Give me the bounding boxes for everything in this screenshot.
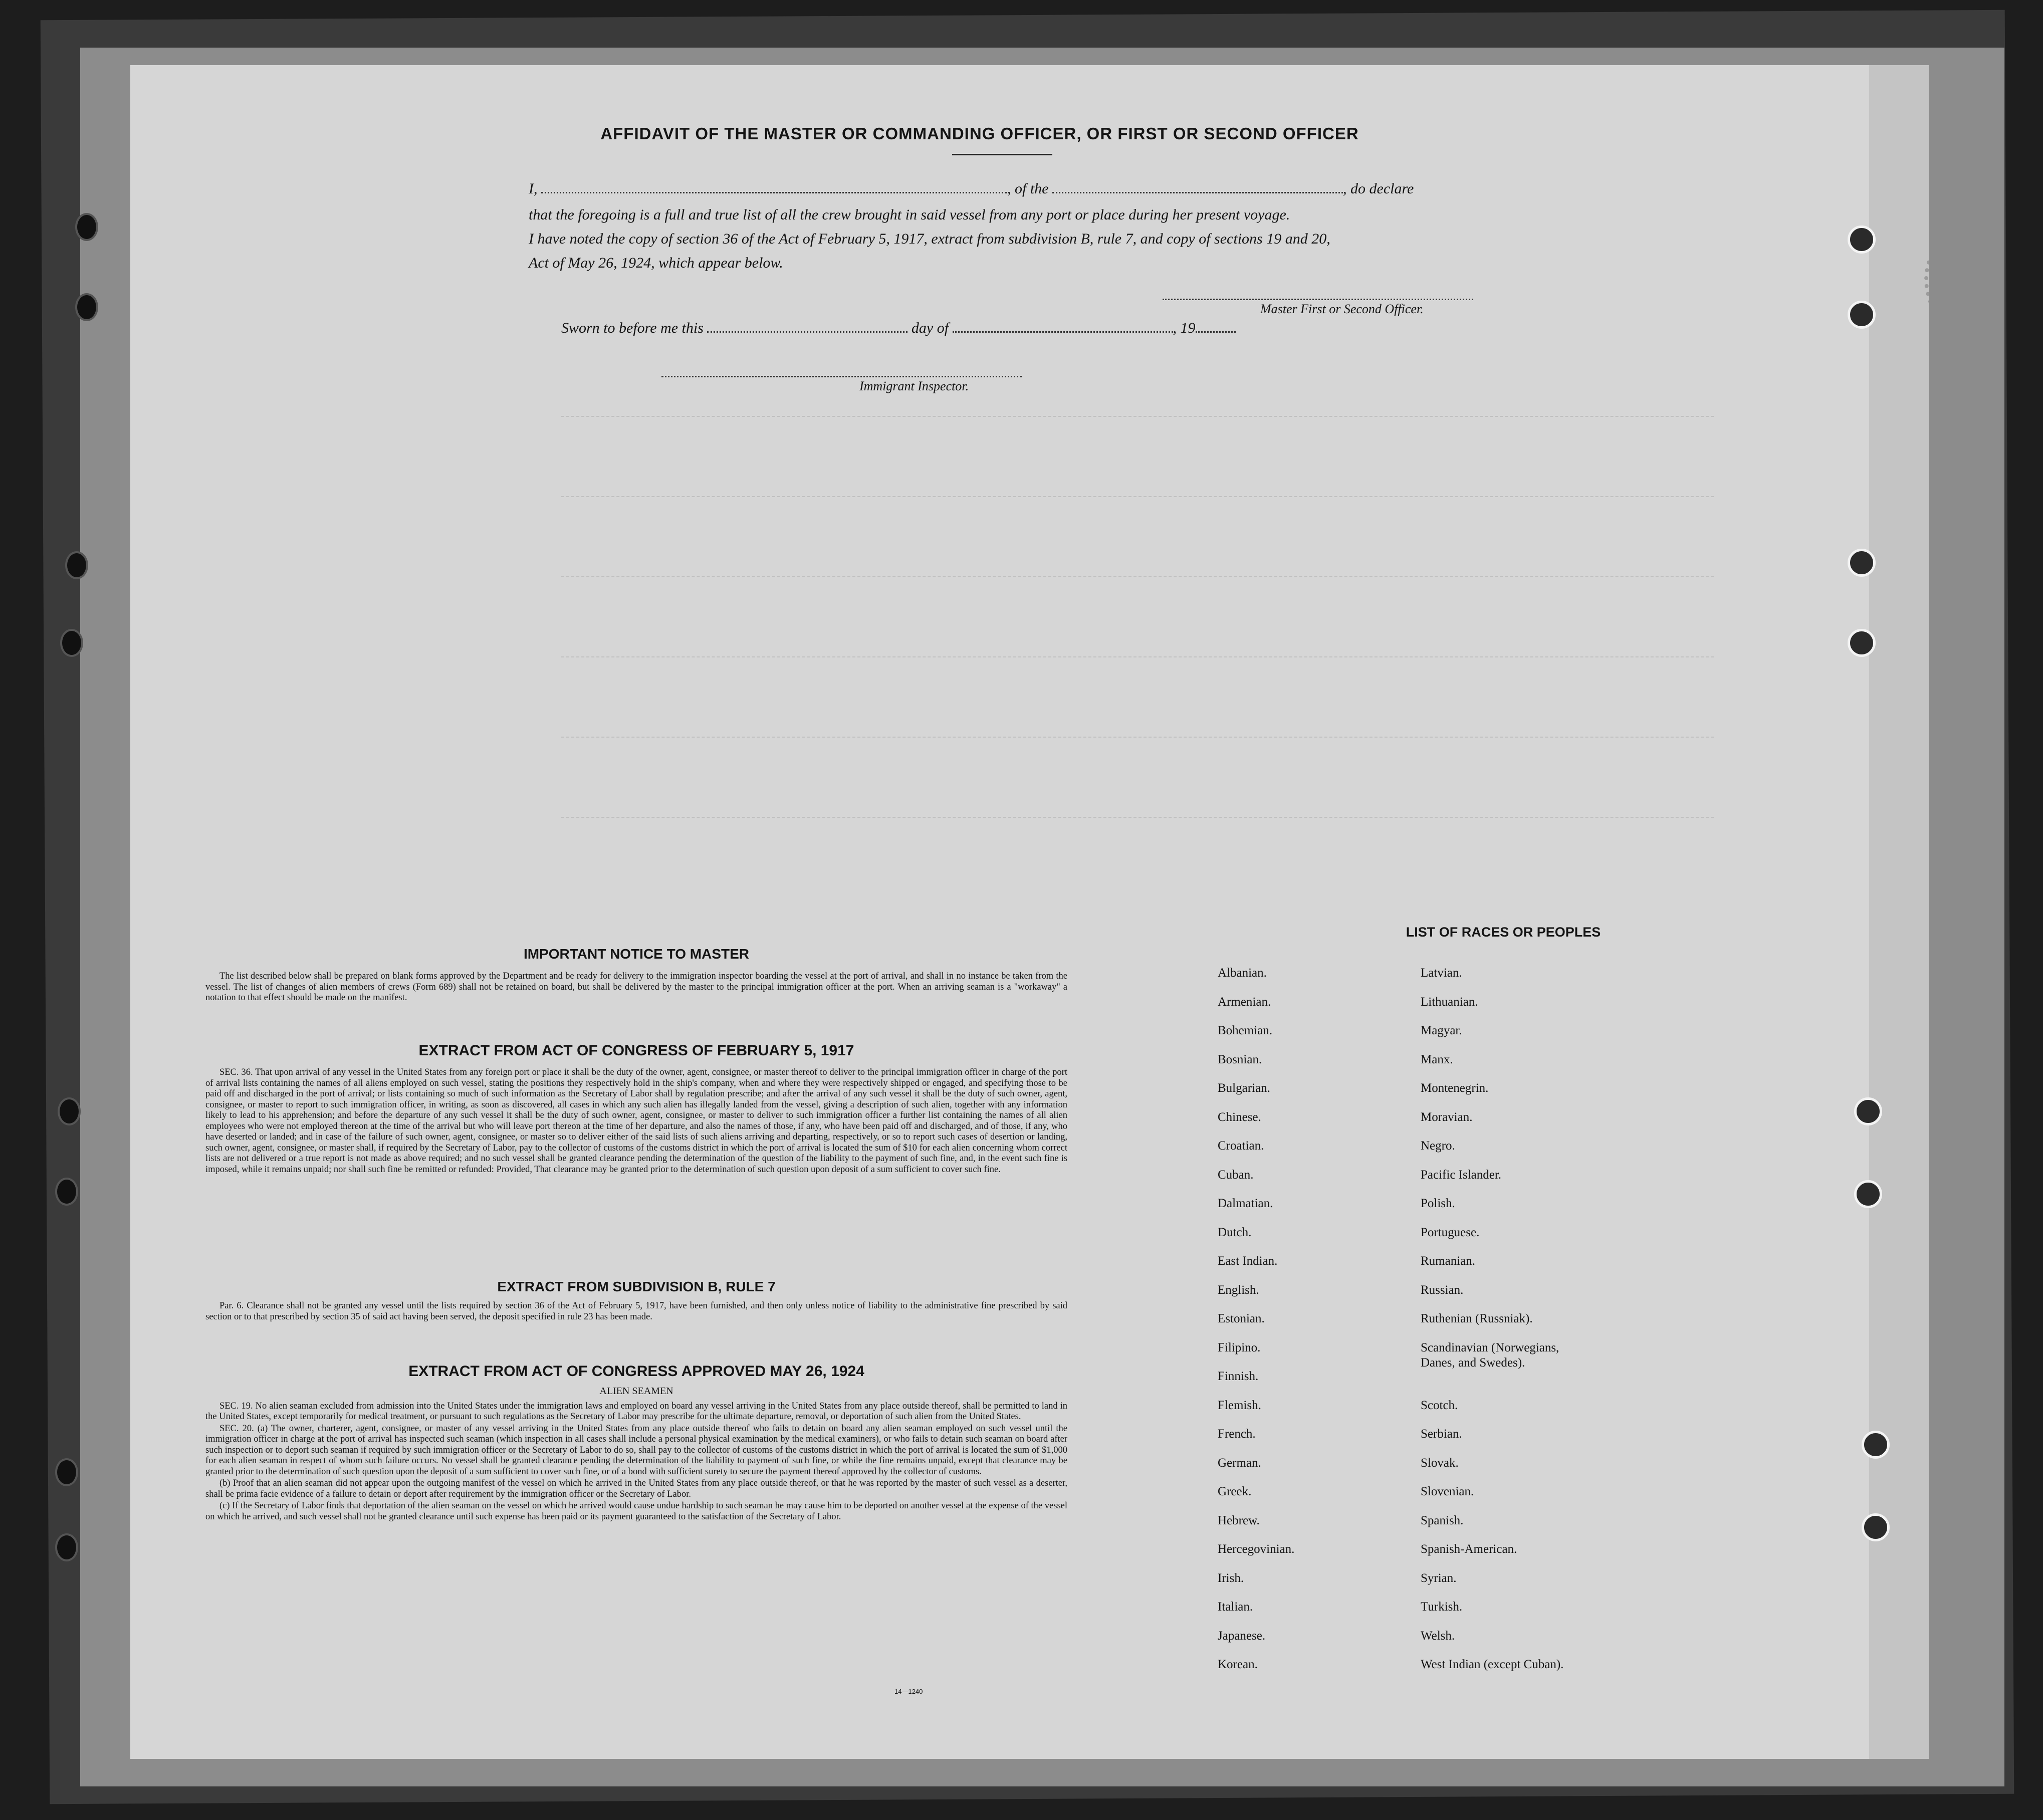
race-item: Croatian.	[1218, 1139, 1264, 1153]
extract-1917-text	[205, 1067, 1067, 1176]
declaration-line	[529, 180, 1414, 197]
race-item: Slovenian.	[1421, 1485, 1474, 1498]
race-item: Turkish.	[1421, 1600, 1463, 1614]
extract-1924-text	[205, 1386, 1067, 1523]
rule-7-paragraph: Par. 6. Clearance shall not be granted any vessel until the lists required by section 36 of the Act of February 5, 1917, have been furnished, and then only unless notice of liability to the administrative fine prescribed by said section or to that prescribed by section 35 of said act having been served, the deposit specified in rule 23 has been made.	[205, 1301, 1067, 1322]
race-item: Irish.	[1218, 1571, 1244, 1585]
binding-hole	[75, 293, 98, 321]
race-item: Rumanian.	[1421, 1254, 1476, 1268]
punch-hole	[1848, 549, 1876, 577]
extract-1924-heading: EXTRACT FROM ACT OF CONGRESS APPROVED MAY 26, 1924	[408, 1363, 864, 1380]
race-item: Negro.	[1421, 1139, 1455, 1153]
punch-hole	[1862, 1513, 1890, 1541]
race-item: Bulgarian.	[1218, 1081, 1270, 1095]
race-item: Moravian.	[1421, 1110, 1473, 1124]
race-item: Bohemian.	[1218, 1024, 1273, 1037]
binding-hole	[58, 1097, 81, 1125]
punch-hole	[1862, 1431, 1890, 1459]
vessel-name-blank[interactable]	[1052, 181, 1343, 193]
race-item: Lithuanian.	[1421, 995, 1478, 1009]
year-prefix: , 19	[1173, 320, 1196, 336]
race-item: Chinese.	[1218, 1110, 1261, 1124]
races-list-right	[1421, 966, 1701, 1686]
binding-hole	[75, 213, 98, 241]
page-edge-strip	[1869, 65, 1929, 1759]
binding-hole	[55, 1178, 78, 1206]
race-item: Dutch.	[1218, 1225, 1252, 1239]
sworn-day-blank[interactable]	[707, 320, 907, 333]
declarant-name-blank[interactable]	[541, 181, 1007, 193]
race-item: Estonian.	[1218, 1312, 1265, 1325]
race-item: Spanish.	[1421, 1513, 1464, 1527]
section-19-paragraph: SEC. 19. No alien seaman excluded from admission into the United States under the immigration laws and employed on board any vessel arriving in the United States from any place outside thereof, shall be permitted to land in the United States, except temporarily for medical treatment, or pursuant to such regulations as the Secretary of Labor may prescribe for the ultimate departure, removal, or deportation of such alien from the United States.	[205, 1401, 1067, 1422]
race-item: Montenegrin.	[1421, 1081, 1489, 1095]
race-item: Italian.	[1218, 1600, 1253, 1614]
race-item: French.	[1218, 1427, 1256, 1441]
rule-7-heading: EXTRACT FROM SUBDIVISION B, RULE 7	[497, 1279, 776, 1294]
affidavit-title: AFFIDAVIT OF THE MASTER OR COMMANDING OFFICER, OR FIRST OR SECOND OFFICER	[600, 124, 1359, 143]
race-item: Russian.	[1421, 1283, 1464, 1297]
race-item: Bosnian.	[1218, 1052, 1262, 1066]
race-item: Filipino.	[1218, 1340, 1261, 1354]
race-item: Syrian.	[1421, 1571, 1457, 1585]
race-item: Polish.	[1421, 1197, 1455, 1210]
alien-seamen-subheading: ALIEN SEAMEN	[599, 1386, 673, 1397]
inspector-label: Immigrant Inspector.	[859, 379, 969, 393]
day-of-label: day of	[911, 320, 949, 336]
notice-heading: IMPORTANT NOTICE TO MASTER	[523, 946, 750, 962]
race-item: Finnish.	[1218, 1370, 1259, 1383]
title-underline	[952, 154, 1052, 155]
race-item: Magyar.	[1421, 1024, 1462, 1037]
punch-hole	[1848, 301, 1876, 329]
statement-line-1: that the foregoing is a full and true list of all the crew brought in said vessel from any port or place during her present voyage.	[529, 206, 1290, 223]
race-item: Ruthenian (Russniak).	[1421, 1312, 1533, 1325]
race-item: Greek.	[1218, 1485, 1252, 1498]
race-item: Flemish.	[1218, 1398, 1261, 1412]
race-item: West Indian (except Cuban).	[1421, 1658, 1564, 1671]
section-36-paragraph: SEC. 36. That upon arrival of any vessel in the United States from any foreign port or place it shall be the duty of the owner, agent, consignee, or master thereof to deliver to the principal immigration officer in charge of the port of arrival lists containing the names of all aliens employed on such vessel, stating the positions they respectively hold in the ship's company, when and where they were respectively shipped or engaged, and specifying those to be paid off and discharged in the port of arrival; or lists containing so much of such information as the Secretary of Labor shall by regulation prescribe; and after the arrival of any such vessel it shall be the duty of such owner, agent, consignee, or master to report to such immigration officer, in writing, as soon as discovered, all cases in which any such alien has illegally landed from the vessel, giving a description of such alien, together with any information likely to lead to his apprehension; and before the departure of any such vessel it shall be the duty of such owner, agent, consignee, or master to deliver to such immigration officer a further list containing the names of all alien employees who were not employed thereon at the time of the arrival but who will leave port thereon at the time of her departure, and also the names of those, if any, who have been paid off and discharged, and of those, if any, who have deserted or landed; and in case of the failure of such owner, agent, consignee, or master so to deliver either of the said lists of such aliens arriving and departing, respectively, or so to report such cases of desertion or landing, such owner, agent, consignee, or master shall, if required by the Secretary of Labor, pay to the collector of customs of the customs district in which the port of arrival is located the sum of $10 for each alien concerning whom correct lists are not delivered or a true report is not made as above required; and no such vessel shall be granted clearance pending the determination of the question of the liability to the payment of such fine, and, in the event such fine is imposed, while it remains unpaid; nor shall such fine be remitted or refunded: Provided, That clearance may be granted prior to the determination of such question upon deposit of a sum sufficient to cover such fine.	[205, 1067, 1067, 1175]
races-list-left	[1218, 966, 1408, 1686]
race-item: Hercegovinian.	[1218, 1542, 1295, 1556]
race-item: Slovak.	[1421, 1456, 1459, 1470]
binding-hole	[55, 1458, 78, 1486]
race-item: Manx.	[1421, 1052, 1453, 1066]
section-20a-paragraph: SEC. 20. (a) The owner, charterer, agent, consignee, or master of any vessel arriving in the United States from any place outside thereof who fails to detain on board any alien seaman employed on such vessel until the immigration officer in charge at the port of arrival has inspected such seaman (which inspection in all cases shall include a personal physical examination by the medical examiners), or who fails to detain such seaman on board after such inspection or to deport such seaman if required by such immigration officer or the Secretary of Labor to do so, shall pay to the collector of customs of the customs district in which the port of arrival is located the sum of $1,000 for each alien seaman in respect of whom such failure occurs. No vessel shall be granted clearance pending the determination of the liability to payment of such fine, or while the fine remains unpaid, except that clearance may be granted prior to the determination of such question upon the deposit of a sum sufficient to cover such fine, or of a bond with sufficient surety to secure the payment thereof approved by the collector of customs.	[205, 1423, 1067, 1477]
race-item: German.	[1218, 1456, 1261, 1470]
sworn-month-blank[interactable]	[953, 320, 1173, 333]
section-20c-paragraph: (c) If the Secretary of Labor finds that deportation of the alien seaman on the vessel on which he arrived would cause undue hardship to such seaman he may cause him to be deported on another vessel at the expense of the vessel on which he arrived, and such vessel shall not be granted clearance until such expense has been paid or its payment guaranteed to the satisfaction of the Secretary of Labor.	[205, 1501, 1067, 1522]
declarant-prefix: I,	[529, 180, 538, 197]
master-label: Master First or Second Officer.	[1260, 302, 1424, 316]
race-item: Japanese.	[1218, 1629, 1266, 1643]
race-item: Spanish-American.	[1421, 1542, 1517, 1556]
race-item: Portuguese.	[1421, 1225, 1480, 1239]
race-item: Serbian.	[1421, 1427, 1462, 1441]
sworn-line	[561, 320, 1236, 337]
rule-7-text	[205, 1301, 1067, 1323]
race-item: Hebrew.	[1218, 1513, 1260, 1527]
sworn-label: Sworn to before me this	[561, 320, 704, 336]
race-item: Scotch.	[1421, 1398, 1458, 1412]
binding-hole	[65, 551, 88, 579]
race-item: Cuban.	[1218, 1168, 1254, 1182]
form-page	[130, 65, 1929, 1759]
statement-line-3: Act of May 26, 1924, which appear below.	[529, 255, 783, 271]
master-signature-line[interactable]	[1163, 299, 1473, 300]
punch-hole	[1848, 629, 1876, 657]
statement-line-2: I have noted the copy of section 36 of the Act of February 5, 1917, extract from subdivision B, rule 7, and copy of sections 19 and 20,	[529, 231, 1330, 247]
binding-hole	[60, 629, 83, 657]
race-item: Armenian.	[1218, 995, 1271, 1009]
form-number: 14—1240	[894, 1688, 923, 1695]
punch-hole	[1854, 1180, 1882, 1208]
notice-paragraph: The list described below shall be prepared on blank forms approved by the Department and be ready for delivery to the immigration inspector boarding the vessel at the port of arrival, and shall in no instance be taken from the vessel. The list of changes of alien members of crews (Form 689) shall not be retained on board, but shall be delivered by the master to the principal immigration officer at the port. When an arriving seaman is a "workaway" a notation to that effect should be made on the manifest.	[205, 971, 1067, 1003]
race-item: Korean.	[1218, 1658, 1258, 1671]
extract-1917-heading: EXTRACT FROM ACT OF CONGRESS OF FEBRUARY 5, 1917	[418, 1042, 854, 1059]
sworn-year-blank[interactable]	[1196, 320, 1236, 333]
race-item: Latvian.	[1421, 966, 1462, 980]
race-item: Dalmatian.	[1218, 1197, 1273, 1210]
of-the-label: , of the	[1007, 180, 1049, 197]
do-declare-label: , do declare	[1343, 180, 1414, 197]
race-item: English.	[1218, 1283, 1259, 1297]
notice-text	[205, 971, 1067, 1005]
race-item: Scandinavian (Norwegians, Danes, and Swedes).	[1421, 1340, 1559, 1370]
races-heading: LIST OF RACES OR PEOPLES	[1406, 925, 1601, 940]
punch-hole	[1848, 225, 1876, 254]
race-item: Albanian.	[1218, 966, 1267, 980]
race-item: East Indian.	[1218, 1254, 1278, 1268]
inspector-signature-line[interactable]	[661, 376, 1022, 377]
race-item: Welsh.	[1421, 1629, 1455, 1643]
punch-hole	[1854, 1097, 1882, 1125]
section-20b-paragraph: (b) Proof that an alien seaman did not appear upon the outgoing manifest of the vessel on which he arrived in the United States from any place outside thereof, or that he was reported by the master of such vessel as a deserter, shall be prima facie evidence of a failure to detain or deport after requirement by the immigration officer or the Secretary of Labor.	[205, 1478, 1067, 1499]
race-item: Pacific Islander.	[1421, 1168, 1502, 1182]
binding-hole	[55, 1533, 78, 1561]
